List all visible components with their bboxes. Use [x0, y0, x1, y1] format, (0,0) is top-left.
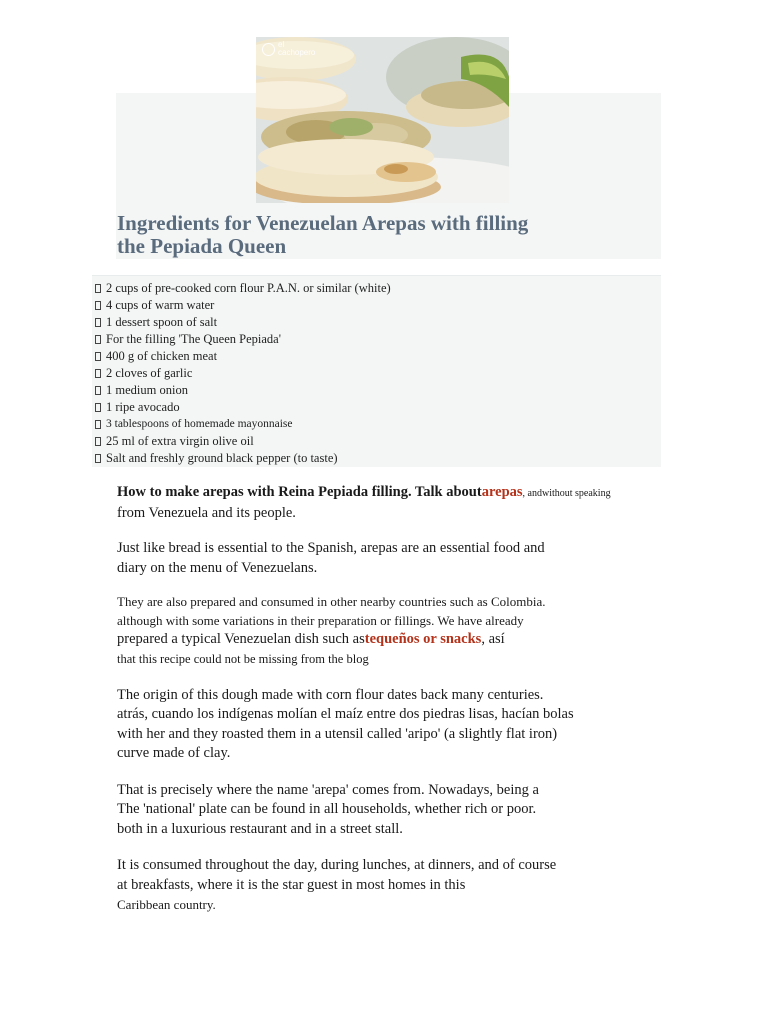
site-logo — [262, 41, 315, 57]
list-item — [95, 416, 661, 433]
paragraph-origin — [117, 686, 657, 764]
ingredient-text: 25 ml of extra virgin olive oil — [106, 434, 254, 448]
list-item — [95, 382, 661, 399]
bullet-box-icon — [95, 301, 101, 310]
ingredient-text: For the filling 'The Queen Pepiada' — [106, 332, 281, 346]
paragraph-line: It is consumed throughout the day, during lunches, at dinners, and of course — [117, 857, 557, 873]
arepas-link[interactable]: arepas — [481, 484, 523, 500]
logo-circle-icon — [262, 43, 275, 56]
ingredients-panel — [92, 275, 661, 467]
list-item — [95, 314, 661, 331]
bullet-box-icon — [95, 318, 101, 327]
list-item — [95, 331, 661, 348]
line-text: prepared a typical Venezuelan dish such as — [117, 631, 365, 647]
list-item — [95, 280, 661, 297]
list-item — [95, 365, 661, 382]
bullet-box-icon — [95, 437, 101, 446]
paragraph-line: atrás, cuando los indígenas molían el maíz entre dos piedras lisas, hacían bolas — [117, 706, 574, 722]
ingredient-text: 1 dessert spoon of salt — [106, 315, 218, 329]
ingredient-text: 3 tablespoons of homemade mayonnaise — [106, 418, 293, 430]
arepas-photo — [256, 37, 509, 203]
paragraph-intro — [117, 483, 657, 523]
paragraph-bread — [117, 539, 657, 578]
ingredient-text: Salt and freshly ground black pepper (to taste) — [106, 451, 338, 465]
intro-mini: , andwithout speaking — [522, 488, 611, 499]
bullet-box-icon — [95, 369, 101, 378]
arepas-illustration — [256, 37, 509, 203]
ingredient-text: 2 cups of pre-cooked corn flour P.A.N. or similar (white) — [106, 281, 391, 295]
paragraph-name — [117, 781, 657, 840]
list-item — [95, 348, 661, 365]
paragraph-line: curve made of clay. — [117, 745, 231, 761]
ingredient-text: 400 g of chicken meat — [106, 349, 218, 363]
ingredient-text: 4 cups of warm water — [106, 298, 215, 312]
paragraph-line: diary on the menu of Venezuelans. — [117, 559, 318, 576]
title-line: Ingredients for Venezuelan Arepas with filling — [117, 211, 529, 235]
list-item — [95, 450, 661, 467]
bullet-box-icon — [95, 454, 101, 463]
bullet-box-icon — [95, 403, 101, 412]
bullet-box-icon — [95, 284, 101, 293]
list-item — [95, 433, 661, 450]
list-item — [95, 399, 661, 416]
line-text: , así — [481, 631, 505, 647]
bullet-box-icon — [95, 352, 101, 361]
ingredient-text: 1 ripe avocado — [106, 400, 180, 414]
paragraph-line: at breakfasts, where it is the star guest in most homes in this — [117, 876, 466, 893]
paragraph-line — [117, 630, 657, 650]
intro-line — [117, 483, 657, 504]
tequenos-link[interactable]: tequeños or snacks — [364, 631, 482, 647]
bullet-box-icon — [95, 335, 101, 344]
bullet-box-icon — [95, 386, 101, 395]
title-line: the Pepiada Queen — [117, 234, 287, 258]
paragraph-line: They are also prepared and consumed in other nearby countries such as Colombia. — [117, 594, 546, 609]
article-body — [117, 483, 657, 914]
paragraph-line: The origin of this dough made with corn flour dates back many centuries. — [117, 686, 544, 703]
paragraph-line: with her and they roasted them in a utensil called 'aripo' (a slightly flat iron) — [117, 725, 558, 742]
list-item — [95, 297, 661, 314]
paragraph-line: Just like bread is essential to the Spanish, arepas are an essential food and — [117, 540, 545, 556]
paragraph-line: both in a luxurious restaurant and in a street stall. — [117, 820, 403, 837]
paragraph-line: that this recipe could not be missing from the blog — [117, 651, 369, 666]
paragraph-line: Caribbean country. — [117, 897, 216, 912]
intro-rest: from Venezuela and its people. — [117, 504, 296, 521]
ingredients-list — [92, 276, 661, 467]
paragraph-countries — [117, 592, 657, 668]
ingredient-text: 2 cloves of garlic — [106, 366, 193, 380]
paragraph-consumption — [117, 856, 657, 914]
bullet-box-icon — [95, 420, 101, 429]
paragraph-line: although with some variations in their preparation or fillings. We have already — [117, 613, 524, 628]
ingredient-text: 1 medium onion — [106, 383, 188, 397]
page-title — [117, 212, 637, 258]
logo-text: el cachopero — [278, 40, 316, 57]
paragraph-line: The 'national' plate can be found in all households, whether rich or poor. — [117, 801, 537, 817]
intro-lead: How to make arepas with Reina Pepiada filling. Talk about — [117, 484, 482, 500]
paragraph-line: That is precisely where the name 'arepa' comes from. Nowadays, being a — [117, 781, 539, 798]
